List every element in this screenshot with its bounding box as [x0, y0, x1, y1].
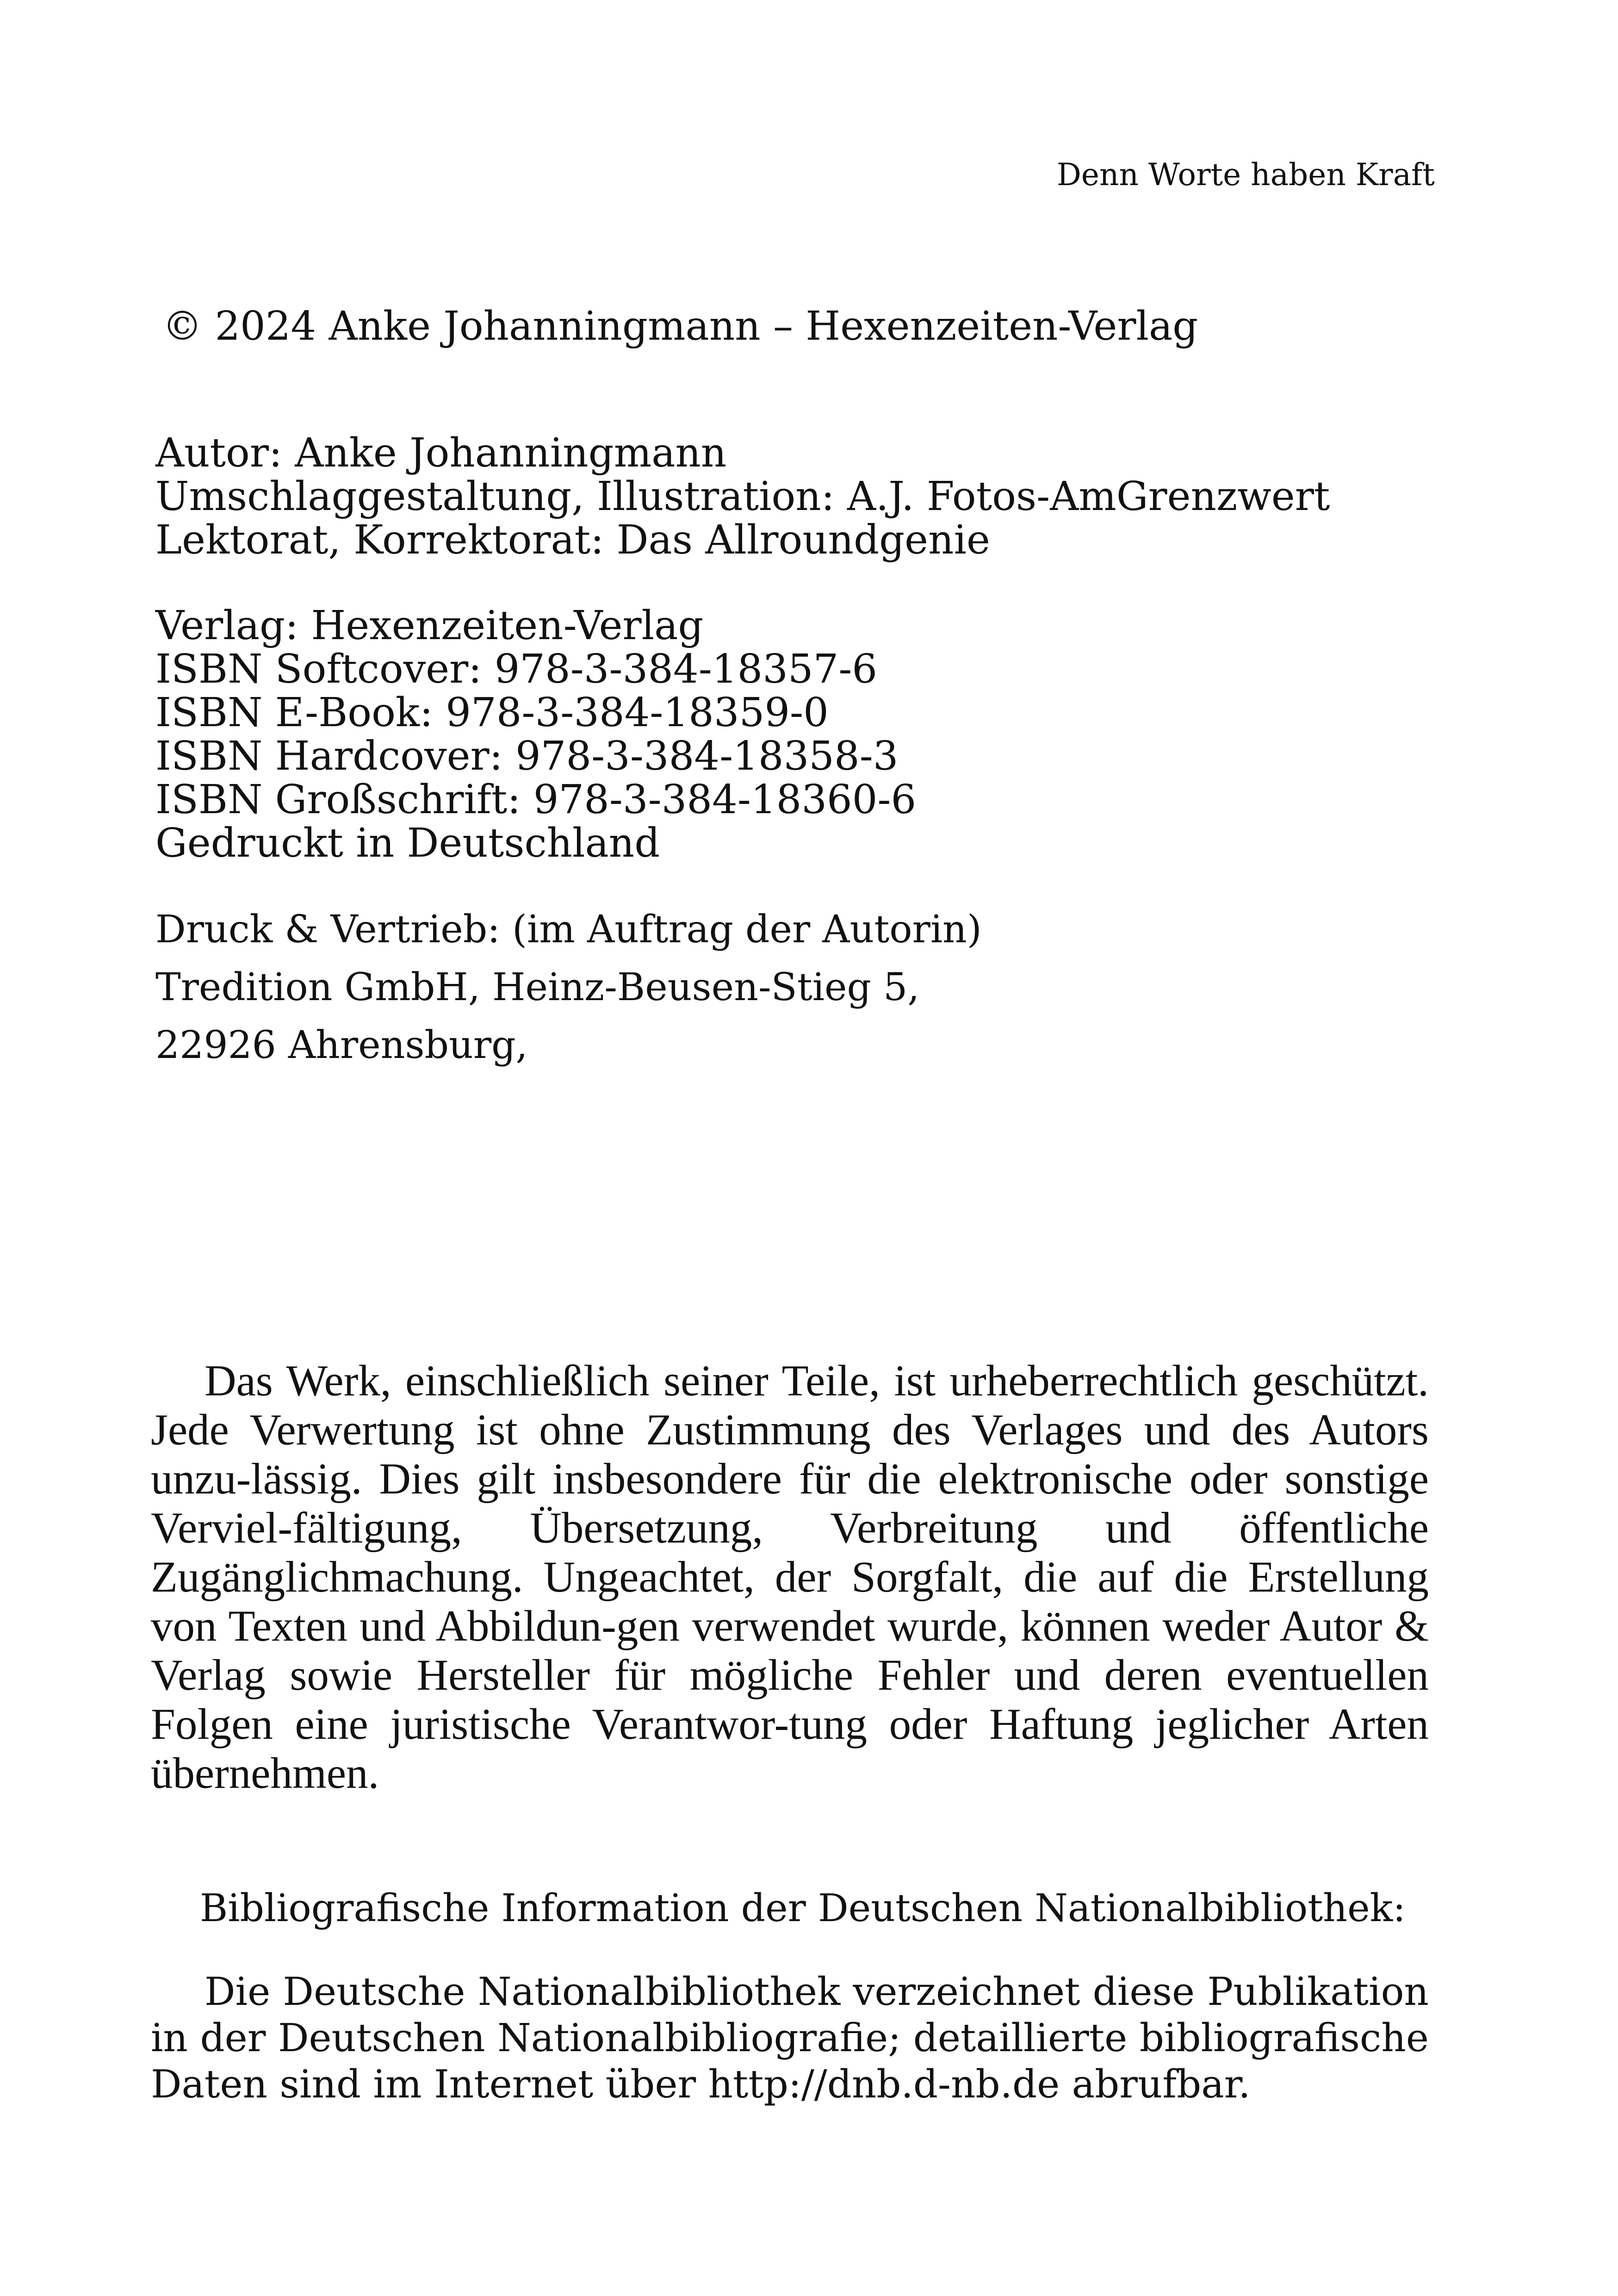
- isbn-hardcover-line: ISBN Hardcover: 978-3-384-18358-3: [155, 733, 899, 779]
- page-header-tagline: Denn Worte haben Kraft: [1057, 157, 1435, 193]
- legal-notice-paragraph: Das Werk, einschließlich seiner Teile, ist urheberrechtlich geschützt. Jede Verwertung ist ohne Zustimmung des Verlages und des Autors unzu-lässig. Dies gilt insbesondere für die elektronische oder sonstige Verviel-fältigung, Übersetzung, Verbreitung und öffentliche Zugänglichmachung. Ungeachtet, der Sorgfalt, die auf die Erstellung von Texten und Abbildun-gen verwendet wurde, können weder Autor & Verlag sowie Hersteller für mögliche Fehler und deren eventuellen Folgen eine juristische Verantwor-tung oder Haftung jeglicher Arten übernehmen.: [151, 1356, 1429, 1798]
- credits-block: [155, 431, 1330, 562]
- copyright-line: © 2024 Anke Johanningmann – Hexenzeiten-Verlag: [162, 303, 1198, 349]
- distribution-line: Druck & Vertrieb: (im Auftrag der Autorin): [155, 908, 982, 952]
- printed-in-line: Gedruckt in Deutschland: [155, 820, 660, 866]
- isbn-ebook-line: ISBN E-Book: 978-3-384-18359-0: [155, 690, 829, 736]
- author-line: Autor: Anke Johanningmann: [155, 430, 727, 476]
- isbn-largeprint-line: ISBN Großschrift: 978-3-384-18360-6: [155, 777, 917, 823]
- publisher-line: Verlag: Hexenzeiten-Verlag: [155, 603, 704, 649]
- bibliographic-info-paragraph: Die Deutsche Nationalbibliothek verzeichnet diese Publikation in der Deutschen Nationalbibliografie; detaillierte bibliografische Daten sind im Internet über http://dnb.d-nb.de abrufbar.: [151, 1969, 1429, 2107]
- distribution-address-city: 22926 Ahrensburg,: [155, 1023, 528, 1067]
- bibliographic-info-heading: Bibliografische Information der Deutschen Nationalbibliothek:: [200, 1886, 1406, 1930]
- publication-info-block: [155, 604, 916, 865]
- distribution-address-street: Tredition GmbH, Heinz-Beusen-Stieg 5,: [155, 965, 920, 1009]
- isbn-softcover-line: ISBN Softcover: 978-3-384-18357-6: [155, 646, 878, 692]
- cover-design-line: Umschlaggestaltung, Illustration: A.J. Fotos-AmGrenzwert: [155, 473, 1330, 520]
- editing-line: Lektorat, Korrektorat: Das Allroundgenie: [155, 517, 990, 563]
